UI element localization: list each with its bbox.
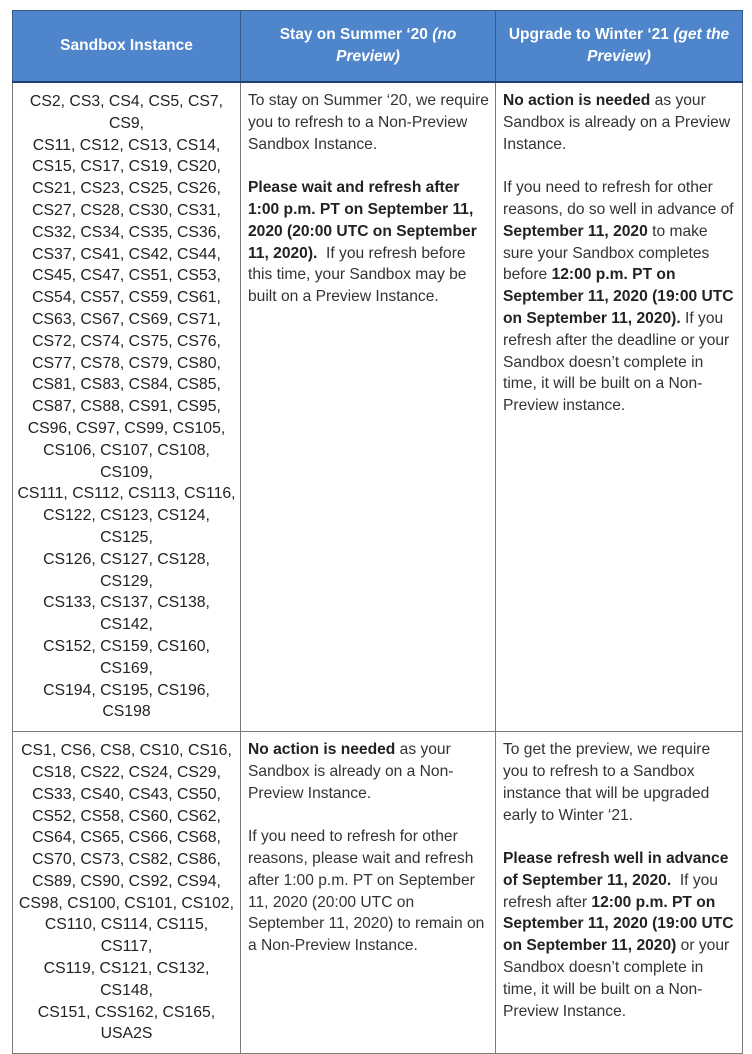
instance-line: CS27, CS28, CS30, CS31, <box>32 201 221 219</box>
table-row <box>13 732 743 1054</box>
stay-cell <box>241 82 496 732</box>
instance-line: USA2S <box>100 1025 153 1043</box>
paragraph <box>503 848 736 1022</box>
text: If you need to refresh for other reasons, please wait and refresh after 1:00 p.m. PT on September 11, 2020 (20:00 UTC on September 11, 2020) to remain on a Non-Preview Instance. <box>248 828 485 955</box>
bold-text: 12:00 p.m. PT on September 11, 2020 (19:00 UTC on September 11, 2020) <box>503 893 734 955</box>
instance-line: CS72, CS74, CS75, CS76, <box>32 332 221 350</box>
instance-line: CS63, CS67, CS69, CS71, <box>32 310 221 328</box>
header-label: Upgrade to Winter ‘21 <box>508 26 674 43</box>
instance-line: CS77, CS78, CS79, CS80, <box>32 354 221 372</box>
instance-line: CS194, CS195, CS196, CS198 <box>43 681 210 721</box>
instance-line: CS111, CS112, CS113, CS116, <box>17 485 236 503</box>
sandbox-upgrade-table <box>12 10 743 1054</box>
text: as your Sandbox is already on a Non-Preview Instance. <box>248 741 454 802</box>
text: or your Sandbox doesn’t complete in time, it will be built on a Non-Preview Instance. <box>503 937 730 1020</box>
stay-cell <box>241 732 496 1054</box>
header-upgrade-winter <box>496 11 743 83</box>
paragraph <box>248 826 489 957</box>
instance-line: CS33, CS40, CS43, CS50, <box>32 785 221 803</box>
instance-line: CS52, CS58, CS60, CS62, <box>32 807 221 825</box>
instance-line: CS45, CS47, CS51, CS53, <box>32 267 221 285</box>
instance-line: CS133, CS137, CS138, CS142, <box>43 594 210 634</box>
paragraph <box>503 90 736 155</box>
instance-line: CS37, CS41, CS42, CS44, <box>32 245 221 263</box>
bold-text: 12:00 p.m. PT on September 11, 2020 (19:00 UTC on September 11, 2020). <box>503 266 734 327</box>
instance-line: CS126, CS127, CS128, CS129, <box>43 550 210 590</box>
instance-line: CS54, CS57, CS59, CS61, <box>32 289 221 307</box>
upgrade-cell <box>496 82 743 732</box>
instance-line: CS89, CS90, CS92, CS94, <box>32 872 221 890</box>
paragraph <box>248 739 489 804</box>
instance-line: CS32, CS34, CS35, CS36, <box>32 223 221 241</box>
instance-line: CS87, CS88, CS91, CS95, <box>32 398 221 416</box>
text: If you refresh after the deadline or your Sandbox doesn’t complete in time, it will be built on a Non-Preview instance. <box>503 309 730 415</box>
header-label: Stay on Summer ‘20 <box>279 26 433 43</box>
instance-line: CS64, CS65, CS66, CS68, <box>32 829 221 847</box>
instance-line: CS2, CS3, CS4, CS5, CS7, CS9, <box>29 93 224 132</box>
instance-line: CS1, CS6, CS8, CS10, CS16, <box>21 742 232 760</box>
paragraph <box>503 177 736 417</box>
instance-line: CS11, CS12, CS13, CS14, <box>32 136 221 154</box>
instance-line: CS21, CS23, CS25, CS26, <box>32 180 221 198</box>
bold-text: No action is needed <box>248 741 396 759</box>
instance-list-cell <box>13 732 241 1054</box>
paragraph <box>248 177 489 308</box>
instance-line: CS151, CSS162, CS165, <box>37 1003 216 1021</box>
text: If you refresh before this time, your Sandbox may be built on a Preview Instance. <box>248 244 471 306</box>
instance-list-cell <box>13 82 241 732</box>
table-header-row <box>13 11 743 83</box>
header-sandbox-instance <box>13 11 241 83</box>
instance-line: CS98, CS100, CS101, CS102, <box>18 894 235 912</box>
instance-line: CS122, CS123, CS124, CS125, <box>43 507 210 546</box>
header-note: (no Preview) <box>336 26 457 65</box>
header-label: Sandbox Instance <box>60 37 193 54</box>
instance-list <box>17 740 236 1045</box>
bold-text: Please refresh well in advance of September 11, 2020. <box>503 850 729 889</box>
instance-line: CS96, CS97, CS99, CS105, <box>27 419 226 437</box>
table-row <box>13 82 743 732</box>
text: to make sure your Sandbox completes before <box>503 222 710 284</box>
paragraph <box>248 90 489 155</box>
instance-line: CS152, CS159, CS160, CS169, <box>43 637 210 677</box>
text: If you refresh after <box>503 871 723 911</box>
instance-line: CS18, CS22, CS24, CS29, <box>32 763 221 781</box>
instance-line: CS70, CS73, CS82, CS86, <box>32 851 221 869</box>
instance-line: CS15, CS17, CS19, CS20, <box>32 158 221 176</box>
text: as your Sandbox is already on a Preview Instance. <box>503 92 731 153</box>
instance-line: CS110, CS114, CS115, CS117, <box>44 916 209 956</box>
upgrade-cell <box>496 732 743 1054</box>
text: To get the preview, we require you to refresh to a Sandbox instance that will be upgraded early to Winter ‘21. <box>503 741 711 824</box>
header-note: (get the Preview) <box>587 26 730 65</box>
bold-text: No action is needed <box>503 92 651 109</box>
bold-text: September 11, 2020 <box>503 222 648 240</box>
text: If you need to refresh for other reasons, do so well in advance of <box>503 179 734 218</box>
instance-line: CS106, CS107, CS108, CS109, <box>43 441 210 481</box>
instance-line: CS119, CS121, CS132, CS148, <box>43 960 210 999</box>
instance-line: CS81, CS83, CS84, CS85, <box>32 376 221 394</box>
text: To stay on Summer ‘20, we require you to refresh to a Non-Preview Sandbox Instance. <box>248 92 489 153</box>
instance-list <box>17 91 236 723</box>
bold-text: Please wait and refresh after 1:00 p.m. PT on September 11, 2020 (20:00 UTC on September 11, 2020). <box>248 179 477 262</box>
header-stay-summer <box>241 11 496 83</box>
paragraph <box>503 739 736 826</box>
